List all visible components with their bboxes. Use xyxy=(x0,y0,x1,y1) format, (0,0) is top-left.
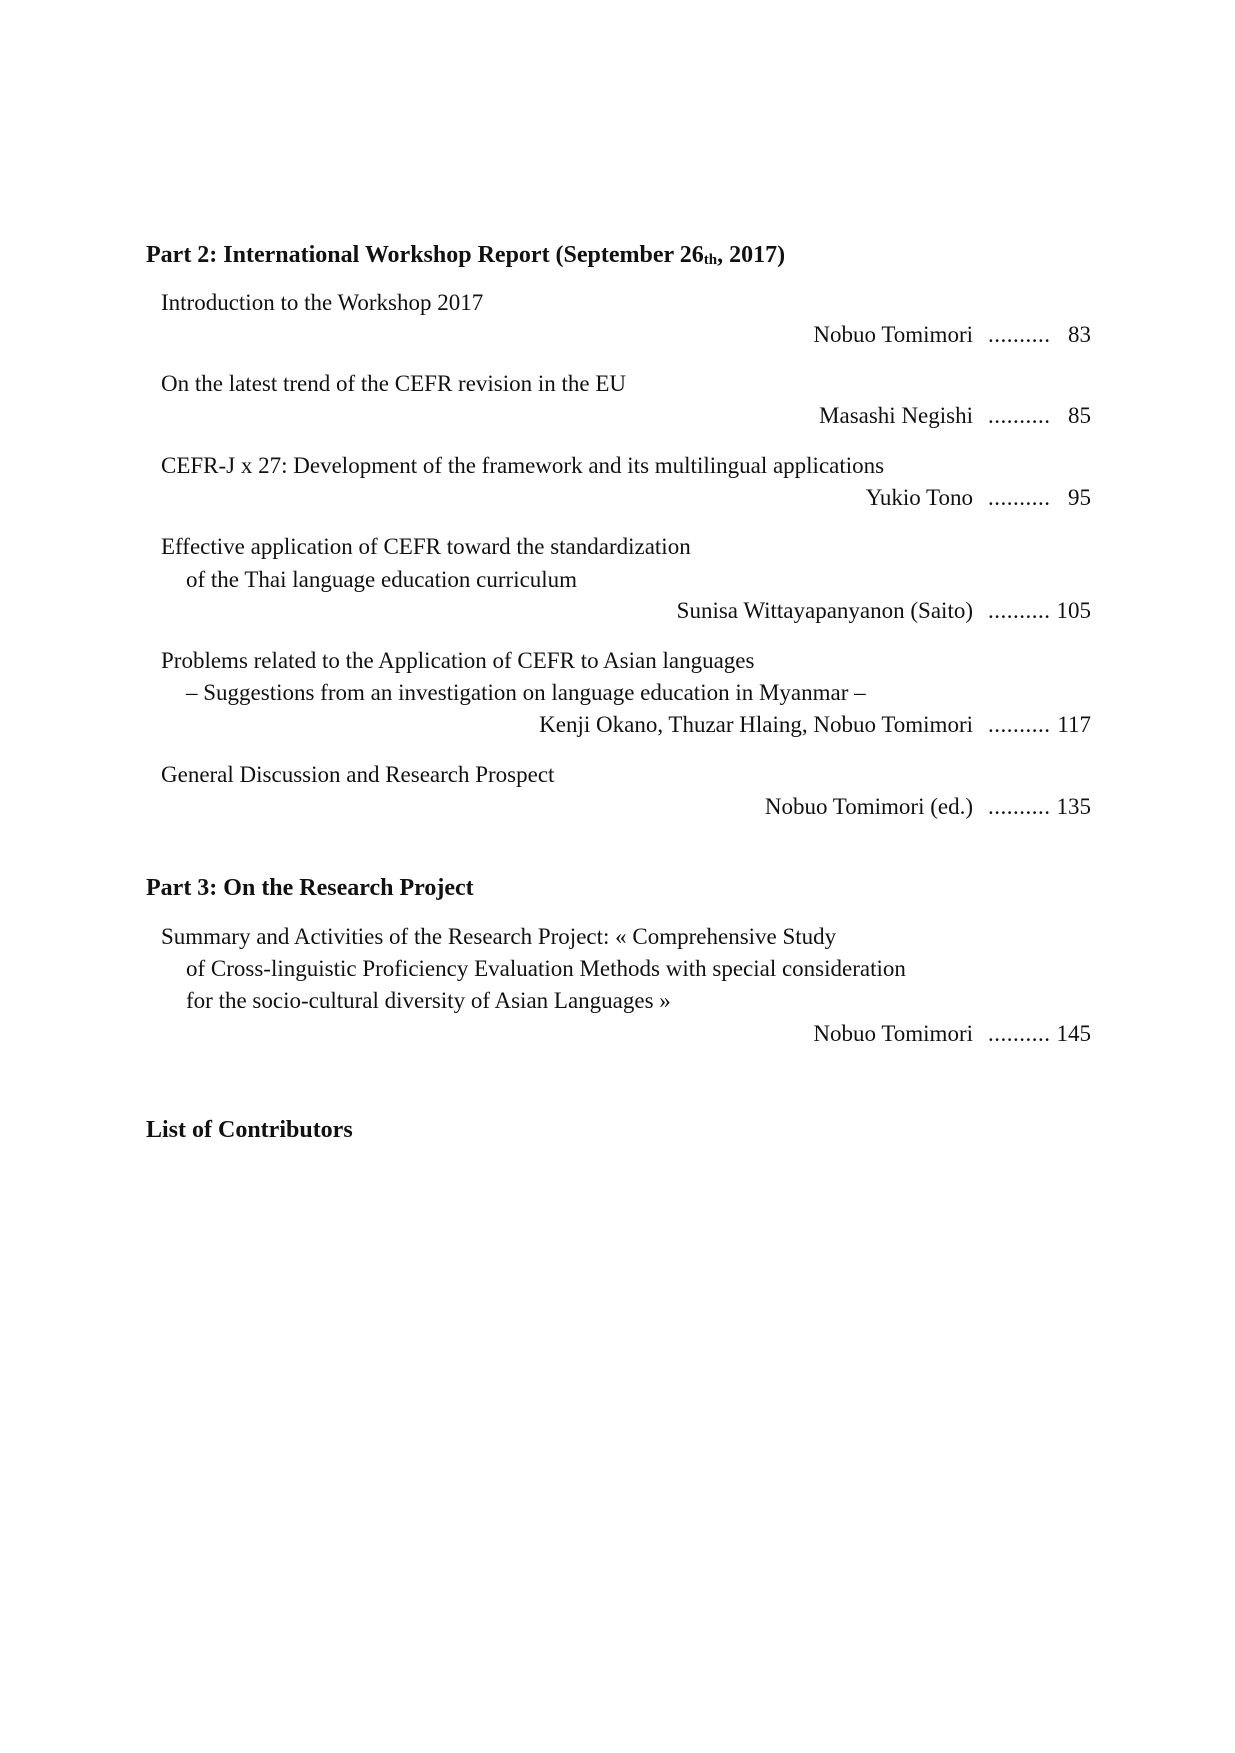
toc-entry-leader: .......... xyxy=(988,712,1051,737)
toc-entry-leader: .......... xyxy=(988,1021,1051,1046)
part2-heading-sup: th xyxy=(703,252,718,268)
part2-heading xyxy=(146,240,785,270)
toc-entry-leader: .......... xyxy=(988,485,1051,510)
toc-entry-page: 117 xyxy=(1057,712,1091,737)
toc-entry-title: Problems related to the Application of CEFR to Asian languages xyxy=(161,648,755,673)
toc-entry-title-cont: of Cross-linguistic Proficiency Evaluation Methods with special consideration xyxy=(186,956,906,981)
toc-entry-title: Summary and Activities of the Research Project: « Comprehensive Study xyxy=(161,924,837,949)
part3-heading: Part 3: On the Research Project xyxy=(146,875,474,901)
toc-entry-author: Yukio Tono xyxy=(865,485,973,510)
toc-entry-page: 85 xyxy=(1068,403,1091,428)
contributors-heading: List of Contributors xyxy=(146,1117,353,1143)
toc-entry-author: Nobuo Tomimori xyxy=(813,1021,973,1046)
toc-entry-page: 145 xyxy=(1056,1021,1091,1046)
toc-entry-page: 83 xyxy=(1068,322,1091,347)
toc-entry-title: Effective application of CEFR toward the standardization xyxy=(161,534,691,559)
toc-entry-title-cont: of the Thai language education curriculum xyxy=(186,567,578,592)
toc-entry-title: CEFR-J x 27: Development of the framework and its multilingual applications xyxy=(161,453,885,478)
toc-entry-page: 135 xyxy=(1056,794,1091,819)
toc-entry-title: General Discussion and Research Prospect xyxy=(161,762,555,787)
toc-entry-leader: .......... xyxy=(988,322,1051,347)
toc-entry-title-cont: – Suggestions from an investigation on language education in Myanmar – xyxy=(186,680,866,705)
toc-entry-page: 95 xyxy=(1068,485,1091,510)
toc-entry-leader: .......... xyxy=(988,794,1051,819)
toc-entry-leader: .......... xyxy=(988,598,1051,623)
toc-entry-author: Nobuo Tomimori (ed.) xyxy=(764,794,973,819)
toc-entry-title-cont: for the socio-cultural diversity of Asian Languages » xyxy=(186,988,671,1013)
toc-entry-leader: .......... xyxy=(988,403,1051,428)
toc-entry-author: Sunisa Wittayapanyanon (Saito) xyxy=(676,598,973,623)
toc-entry-author: Kenji Okano, Thuzar Hlaing, Nobuo Tomimori xyxy=(539,712,973,737)
toc-entry-author: Nobuo Tomimori xyxy=(813,322,973,347)
part2-heading-end: , 2017) xyxy=(717,242,786,268)
part2-heading-main: Part 2: International Workshop Report (September 26 xyxy=(146,242,704,268)
toc-entry-page: 105 xyxy=(1056,598,1091,623)
toc-entry-title: On the latest trend of the CEFR revision in the EU xyxy=(161,371,627,396)
toc-entry-author: Masashi Negishi xyxy=(819,403,973,428)
toc-entry-title: Introduction to the Workshop 2017 xyxy=(161,290,484,315)
